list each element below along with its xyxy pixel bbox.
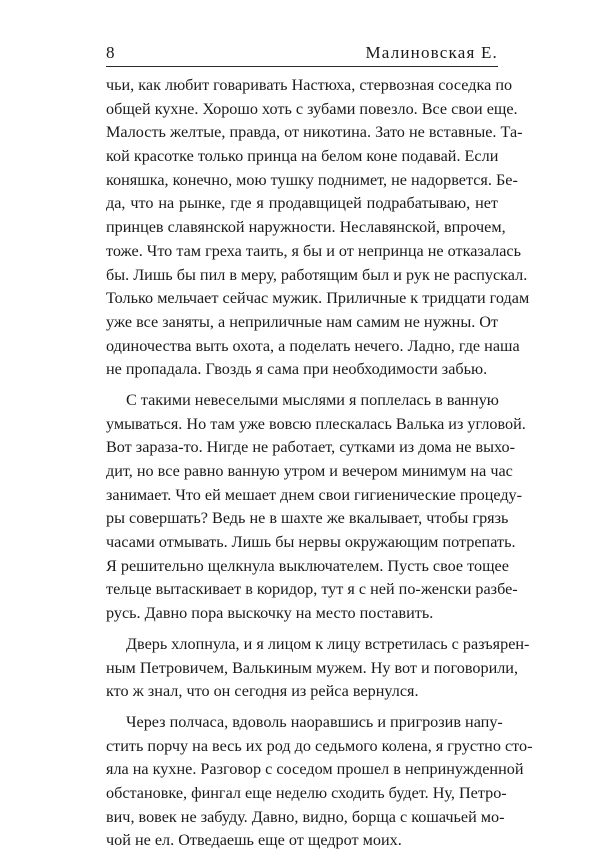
text-line: С такими невеселыми мыслями я поплелась в ванную (126, 390, 499, 409)
text-line: не пропадала. Гвоздь я сама при необходимости забью. (106, 360, 488, 379)
text-line: Только мельчает сейчас мужик. Приличные к тридцати годам (106, 289, 530, 308)
text-line: тельце вытаскивает в коридор, тут я с ней по-женски разбе- (106, 580, 518, 599)
text-line: да, что на рынке, где я продавщицей подрабатываю, нет (106, 194, 498, 213)
text-line: Вот зараза-то. Нигде не работает, сутками из дома не выхо- (106, 438, 515, 457)
text-line: бы. Лишь бы пил в меру, работящим был и рук не распускал. (106, 265, 528, 284)
page-number: 8 (106, 43, 115, 62)
text-line: стить порчу на весь их род до седьмого колена, я грустно сто- (106, 736, 533, 755)
text-line: тоже. Что там греха таить, я бы и от непринца не отказалась (106, 241, 521, 260)
text-line: Я решительно щелкнула выключателем. Пусть свое тощее (106, 556, 509, 575)
text-line: кто ж знал, что он сегодня из рейса вернулся. (106, 682, 419, 701)
text-line: чой не ел. Отведаешь еще от щедрот моих. (106, 831, 402, 850)
text-line: умываться. Но там уже вовсю плескалась Валька из угловой. (106, 414, 526, 433)
text-line: русь. Давно пора выскочку на место поставить. (106, 604, 434, 623)
text-line: коняшка, конечно, мою тушку поднимет, не надорвется. Бе- (106, 170, 518, 189)
text-line: ры совершать? Ведь не в шахте же вкалывает, чтобы грязь (106, 509, 509, 528)
text-line: общей кухне. Хорошо хоть с зубами повезло. Все свои еще. (106, 99, 518, 118)
text-line: часами отмывать. Лишь бы нервы окружающим потрепать. (106, 533, 516, 552)
paragraph (106, 711, 533, 853)
paragraph (106, 74, 530, 382)
text-line: Малость желтые, правда, от никотина. Зато не вставные. Та- (106, 123, 523, 142)
body-text (106, 74, 533, 853)
text-line: уже все заняты, а неприличные нам самим не нужны. От (106, 312, 499, 331)
text-line: Через полчаса, вдоволь наоравшись и пригрозив напу- (126, 712, 503, 731)
text-line: занимает. Что ей мешает днем свои гигиенические процеду- (106, 485, 523, 504)
text-line: чьи, как любит говаривать Настюха, стервозная соседка по (106, 76, 513, 94)
text-line: кой красотке только принца на белом коне подавай. Если (106, 147, 499, 166)
running-head-author: Малиновская Е. (365, 43, 498, 62)
text-line: обстановке, фингал еще неделю сходить будет. Ну, Петро- (106, 783, 507, 802)
text-line: вич, вовек не забуду. Давно, видно, борща с кошачьей мо- (106, 807, 505, 826)
paragraph (106, 389, 526, 626)
page-header (106, 36, 498, 67)
text-line: ным Петровичем, Валькиным мужем. Ну вот и поговорили, (106, 658, 519, 677)
text-line: дит, но все равно ванную утром и вечером минимум на час (106, 462, 513, 480)
text-line: Дверь хлопнула, и я лицом к лицу встретилась с разъярен- (126, 634, 530, 653)
text-line: принцев славянской наружности. Неславянской, впрочем, (106, 218, 506, 237)
text-line: яла на кухне. Разговор с соседом прошел в непринужденной (106, 760, 524, 779)
text-line: одиночества выть охота, а поделать нечего. Ладно, где наша (106, 336, 520, 355)
paragraph (106, 633, 530, 704)
